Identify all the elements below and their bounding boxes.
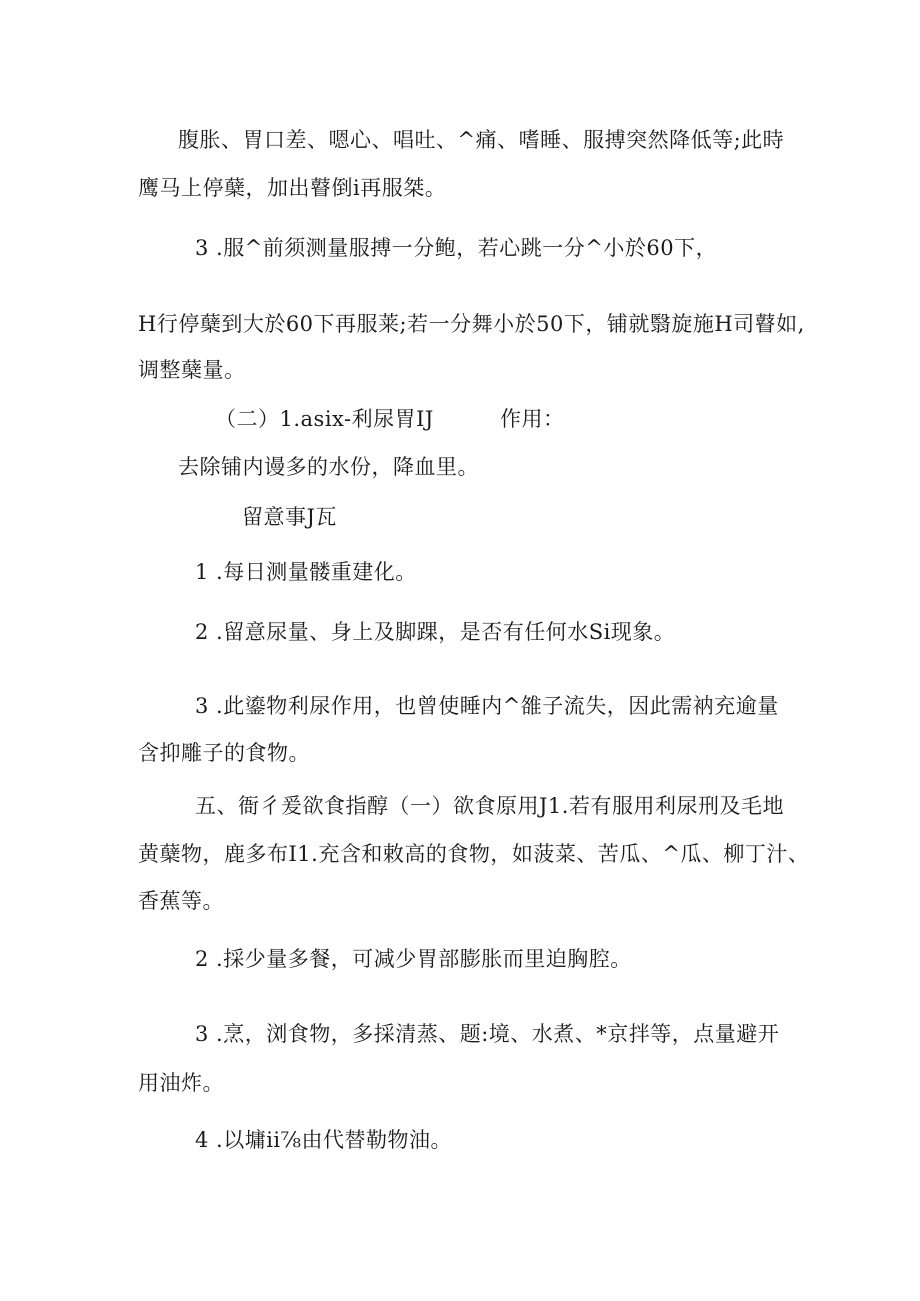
list-item: 4 .以墉ii⅞由代替勒物油。 (195, 1128, 452, 1152)
text-line: H行停蘖到大於60下再服莱;若一分舞小於50下，铺就翳旋施H司瞽如, (138, 312, 805, 336)
text-line: 鹰马上停蘖，加出瞽倒i再服桀。 (138, 176, 447, 200)
list-item: 3 .此鎏物利尿作用，也曾使睡内^雒子流失，因此需衲充逾量 (195, 694, 779, 718)
section-heading: （二）1.asix-利尿胃IJ (215, 407, 434, 431)
text-line: 香蕉等。 (138, 889, 224, 913)
text-line: 调整蘖量。 (138, 358, 246, 382)
text-line: 含抑雕子的食物。 (138, 741, 310, 765)
subheading: 留意事J瓦 (242, 505, 337, 529)
text-line: 腹胀、胃口差、嗯心、唱吐、^痛、嗜睡、服搏突然降低等;此時 (178, 128, 785, 152)
text-line: 去除铺内谩多的水份，降血里。 (178, 455, 479, 479)
text-line: 黄蘖物，鹿多布I1.充含和敕高的食物，如菠菜、苦瓜、^瓜、柳丁汁、 (138, 842, 810, 866)
section-heading-label: 作用： (500, 407, 565, 431)
text-line: 3 .服^前须测量服搏一分鲍，若心跳一分^小於60下， (195, 236, 718, 260)
section-heading: 五、衙彳爰欲食指醇（一）欲食原用J1.若有服用利尿刑及毛地 (195, 794, 784, 818)
list-item: 2 .採少量多餐，可减少胃部膨胀而里迫胸腔。 (195, 947, 632, 971)
text-line: 用油炸。 (138, 1071, 224, 1095)
list-item: 2 .留意尿量、身上及脚踝，是否有任何水Si现象。 (195, 620, 676, 644)
list-item: 3 .烹，浏食物，多採清蒸、题:境、水煮、*京拌等，点量避开 (195, 1022, 780, 1046)
list-item: 1 .每日测量髅重建化。 (195, 560, 417, 584)
